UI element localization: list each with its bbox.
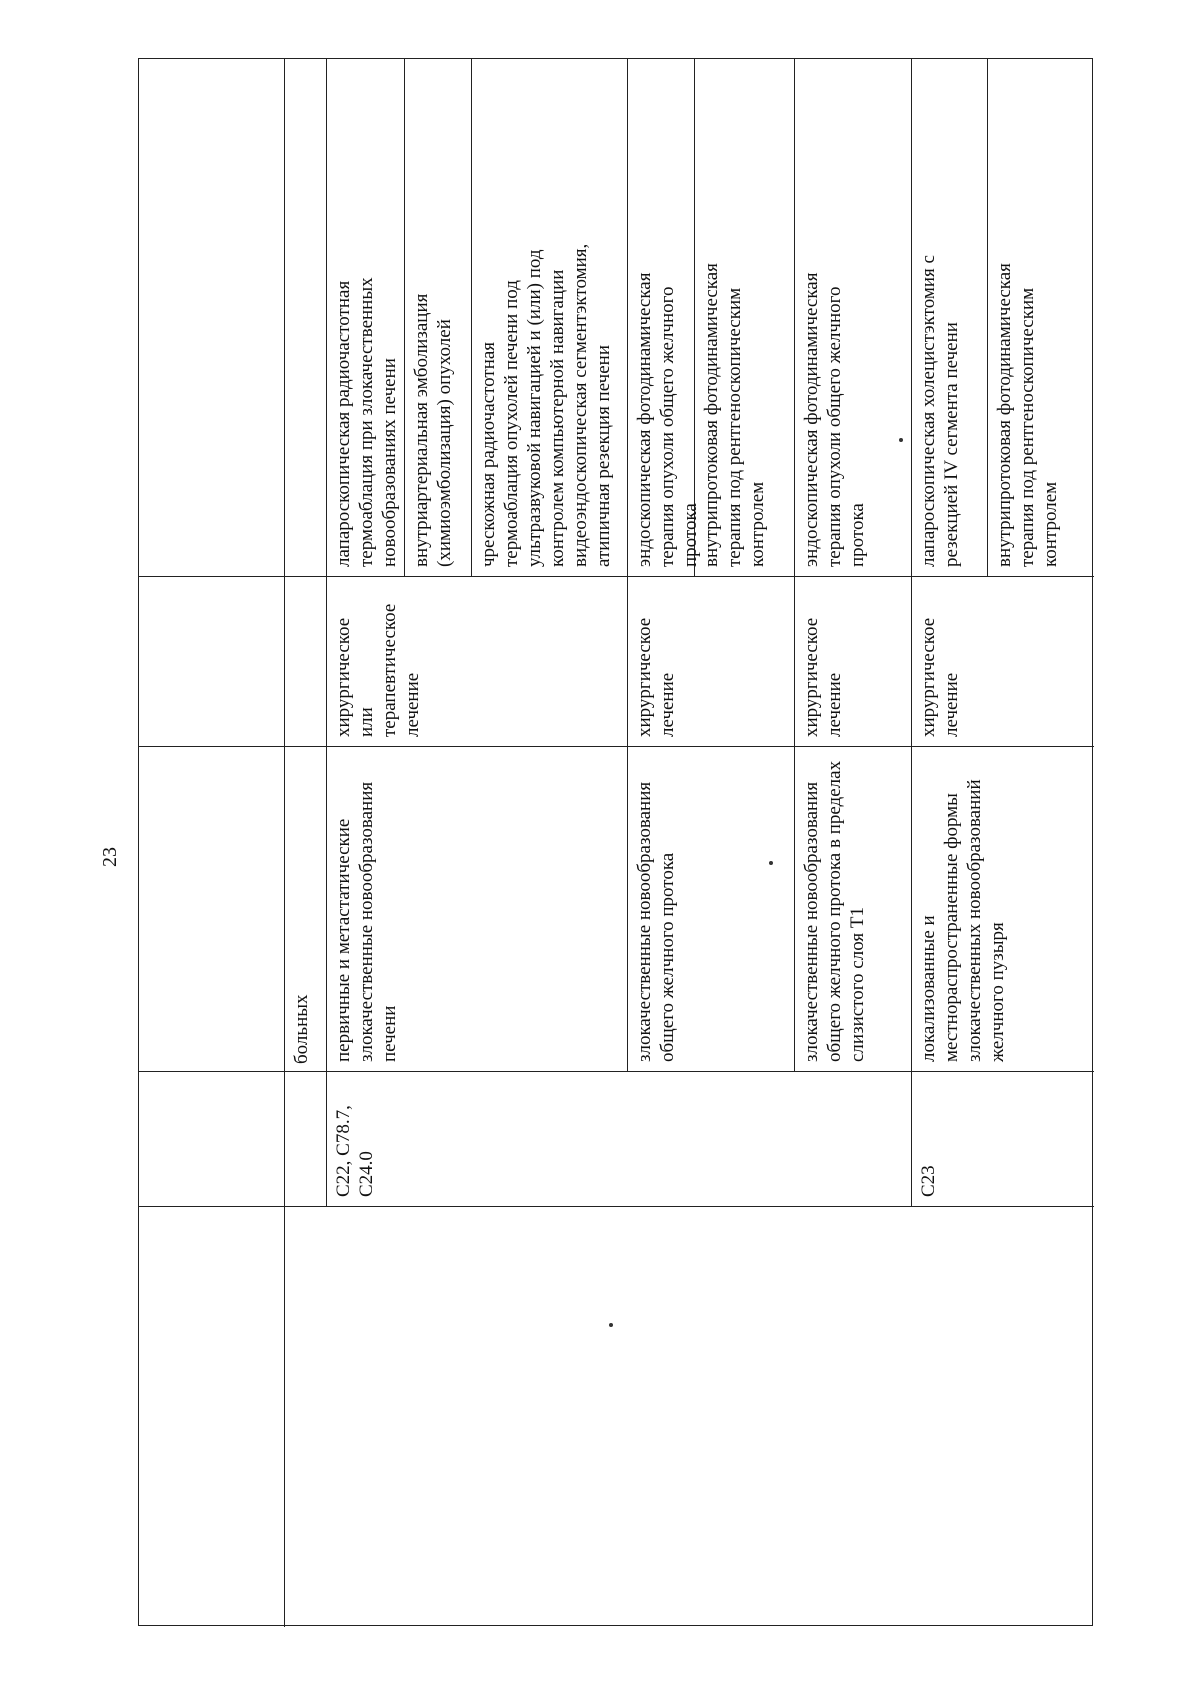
code-cell: C23 (918, 1165, 939, 1197)
scan-dot (899, 438, 903, 442)
column-line (139, 576, 1094, 577)
treatment-cell: хирургическое лечение (801, 617, 845, 737)
row-line (794, 59, 795, 1072)
column-line (139, 1071, 1094, 1072)
method-cell: эндоскопическая фотодинамическая терапия опухоли общего желчного протока (801, 272, 868, 567)
method-cell: внутрипротоковая фотодинамическая терапия под рентгеноскопическим контролем (701, 263, 768, 567)
diagnosis-cell: локализованные и местнораспространенные формы злокачественных новообразований желчного пузыря (918, 779, 1008, 1062)
method-cell: лапароскопическая холецистэктомия с резекцией IV сегмента печени (918, 255, 962, 567)
column-line (139, 1206, 1094, 1207)
method-cell: внутрипротоковая фотодинамическая терапия под рентгеноскопическим контролем (994, 263, 1061, 567)
treatment-cell: хирургическое лечение (918, 617, 962, 737)
treatment-cell: хирургическое или терапевтическое лечение (333, 603, 423, 737)
column-line (139, 746, 1094, 747)
row-line (284, 59, 285, 1627)
method-cell: эндоскопическая фотодинамическая терапия опухоли общего желчного протока (634, 272, 701, 567)
row-line (694, 59, 695, 577)
rotated-table (139, 59, 1094, 1627)
header-patients: больных (291, 994, 312, 1064)
method-cell: чрескожная радиочастотная термоаблация опухолей печени под ультразвуковой навигацией и (или) под контролем компьютерной навигации видеоэндоскопическая сегментэктомия, атипичная резекция печени (478, 243, 614, 567)
row-line (326, 59, 327, 1207)
row-line (627, 59, 628, 1072)
scan-dot (769, 861, 773, 865)
code-cell: C22, C78.7, C24.0 (333, 1105, 377, 1197)
treatment-cell: хирургическое лечение (634, 617, 678, 737)
row-line (911, 59, 912, 1207)
diagnosis-cell: злокачественные новообразования общего желчного протока (634, 781, 678, 1062)
table-frame (138, 58, 1093, 1626)
row-line (987, 59, 988, 577)
page-number: 23 (99, 847, 121, 867)
row-line (404, 59, 405, 577)
method-cell: внутриартериальная эмболизация (химиоэмболизация) опухолей (411, 293, 455, 567)
diagnosis-cell: первичные и метастатические злокачественные новообразования печени (333, 781, 400, 1062)
diagnosis-cell: злокачественные новообразования общего желчного протока в пределах слизистого слоя T1 (801, 760, 868, 1062)
row-line (471, 59, 472, 577)
scan-dot (609, 1323, 613, 1327)
method-cell: лапароскопическая радиочастотная термоаблация при злокачественных новообразованиях печени (333, 277, 400, 567)
